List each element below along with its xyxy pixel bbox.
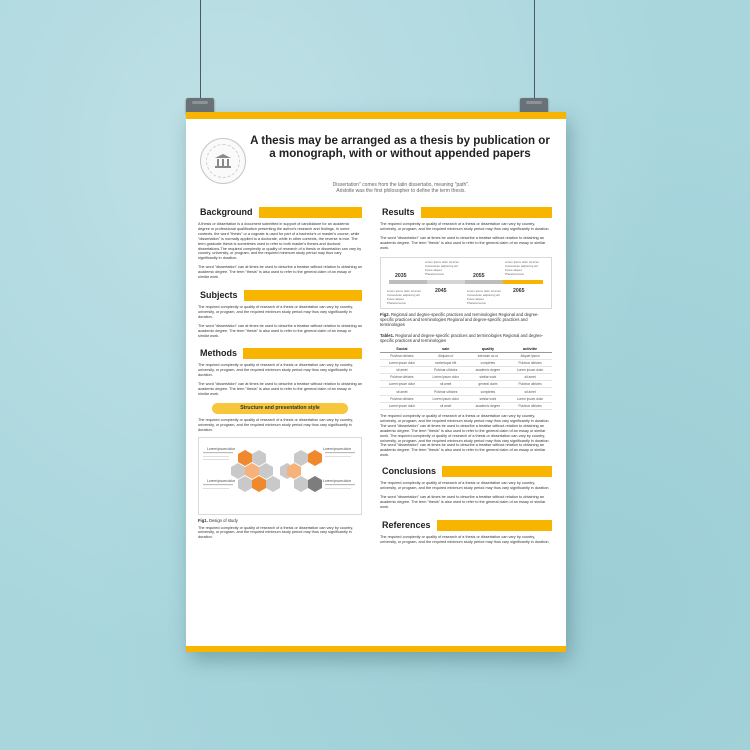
- fig1-caption: Fig1. Design of study: [198, 517, 238, 523]
- table-row: sit amet Pulvinar ultricies completes sit amet: [380, 388, 552, 395]
- subtitle-line-1: Dissertation" comes from the latin dissertatio, meaning "path".: [332, 182, 470, 188]
- right-column: [380, 207, 552, 549]
- hanging-wire-right: [534, 0, 535, 100]
- table-row: Pulvinar ultricies Lorem ipsum dolor similar work sit amet: [380, 374, 552, 381]
- background-paragraph-1: A thesis or dissertation is a document submitted in support of candidature for an academic degree or professional qualification presenting the author's research and findings. In some contexts, the word "thesis" or a cognate is used for part of a bachelor's or master's course, while "dissertation" is normally applied to a doctorate, while in other contexts, the reverse is true. The term graduate thesis is sometimes used to refer to both master's theses and doctoral dissertations.The required complexity or quality of research of a thesis or dissertation can vary by country, university, or program, and the required minimum study period may thus vary significantly in duration.: [198, 222, 362, 261]
- timeline-year-2045: 2045: [435, 287, 447, 294]
- section-heading-results: Results: [380, 207, 552, 218]
- timeline-year-2065: 2065: [513, 287, 525, 294]
- timeline-segment-2035: [389, 280, 427, 284]
- results-paragraph-3: The required complexity or quality of research of a thesis or dissertation can vary by country, university, or program, and the required minimum study period may thus vary significantly in duration. The word "dissertation" can at times be used to describe a treatise without relation to obtaining an academic degree. The term "thesis" is also used to refer to the general claim of an essay or similar work. The required complexity or quality of research of a thesis or dissertation can vary by country, university, or program, and the required minimum study period may thus vary significantly in duration. The word "dissertation" can at times be used to describe a treatise without relation to obtaining an academic degree. The term "thesis" is also used to refer to the general claim of an essay or similar work.: [380, 414, 550, 458]
- timeline-bullet: Consectetur adipiscing elit: [467, 292, 500, 297]
- table-header-cell: activitie: [508, 346, 552, 353]
- university-seal-icon: [200, 138, 246, 184]
- timeline-bullet: Lorem ipsum dolor sit amet: [387, 288, 421, 293]
- timeline-bullet: Fusce aliquet: [387, 296, 404, 301]
- fig2-timeline: [380, 257, 552, 309]
- results-paragraph-1: The required complexity or quality of research of a thesis or dissertation can vary by country, university, or program, and the required minimum study period may thus vary significantly in duration.: [380, 222, 550, 231]
- table-row: Lorem ipsum dolor sit amet academic degree Pulvinar ultricies: [380, 402, 552, 409]
- poster: [186, 112, 566, 652]
- section-heading-references: References: [380, 520, 552, 531]
- conclusions-paragraph-1: The required complexity or quality of research of a thesis or dissertation can vary by country, university, or program, and the required minimum study period may thus vary significantly in duration.: [380, 481, 550, 491]
- timeline-bullet: Lorem ipsum dolor sit amet: [505, 259, 539, 264]
- timeline-bullet: Consectetur adipiscing elit: [425, 263, 458, 268]
- timeline-bullet: Pharetra lectus: [425, 271, 444, 276]
- timeline-bullet: Consectetur adipiscing elit: [387, 292, 420, 297]
- references-paragraph: The required complexity or quality of research of a thesis or dissertation can vary by country, university, or program, and the required minimum study period may thus vary significantly in duration.: [380, 534, 550, 544]
- section-heading-background: Background: [198, 207, 362, 218]
- section-heading-conclusions: Conclusions: [380, 466, 552, 477]
- methods-paragraph-2: The word "dissertation" can at times be used to describe a treatise without relation to obtaining an academic degree. The term "thesis" is also used to refer to the general claim of an essay or similar work.: [198, 382, 362, 396]
- fig1-hexagon-diagram: [198, 437, 362, 515]
- poster-title: A thesis may be arranged as a thesis by publication or a monograph, with or without appended papers: [250, 134, 550, 160]
- hanging-wire-left: [200, 0, 201, 100]
- table-row: sit amet Pulvinar ultricies academic degree Lorem ipsum dolor: [380, 366, 552, 373]
- poster-bottom-bar: [186, 646, 566, 652]
- table-row: Lorem ipsum dolor scelerisque elit completes Pulvinar ultricies: [380, 359, 552, 366]
- subjects-paragraph-2: The word "dissertation" can at times be used to describe a treatise without relation to obtaining an academic degree. The term "thesis" is also used to refer to the general claim of an essay or similar work.: [198, 323, 362, 338]
- table-row: Pulvinar ultricies Lorem ipsum dolor similar work Lorem ipsum dolor: [380, 395, 552, 402]
- section-heading-methods: Methods: [198, 348, 362, 359]
- timeline-segment-2055: [465, 280, 503, 284]
- hex-label-2: Lorem ipsum dolor: [323, 446, 352, 451]
- methods-paragraph-3: The required complexity or quality of research of a thesis or dissertation can vary by country, university, or program, and the required minimum study period may thus vary significantly in duration.: [198, 417, 354, 432]
- timeline-bullet: Pharetra lectus: [387, 300, 406, 305]
- building-icon: [214, 153, 232, 169]
- table-row: Pulvinar ultricies Aliquam ut interdum ac ut Aliquet ipsum: [380, 352, 552, 359]
- methods-paragraph-1: The required complexity or quality of research of a thesis or dissertation can vary by country, university, or program, and the required minimum study period may thus vary significantly in duration.: [198, 363, 354, 378]
- methods-paragraph-4: The required complexity or quality of research of a thesis or dissertation can vary by country, university, or program, and the required minimum study period may thus vary significantly in duration.: [198, 525, 354, 540]
- timeline-bullet: Pharetra lectus: [505, 271, 524, 276]
- timeline-year-2055: 2055: [473, 272, 485, 279]
- table-row: Lorem ipsum dolor sit amet general claim Pulvinar ultricies: [380, 381, 552, 388]
- hex-grid-right: [280, 450, 322, 492]
- fig2-caption: Fig2. Regional and degree-specific practices and terminologies Regional and degree-specific practices and terminologies Regional and degree-specific practices and terminologies: [380, 311, 539, 327]
- conclusions-paragraph-2: The word "dissertation" can at times be used to describe a treatise without relation to obtaining an academic degree. The term "thesis" is also used to refer to the general claim of an essay or similar work.: [380, 495, 546, 509]
- table1-caption: Table1. Regional and degree-specific practices and terminologies Regional and degree-specific practices and terminologies: [380, 332, 544, 343]
- timeline-segment-2045: [427, 280, 465, 284]
- table1: [380, 346, 552, 411]
- results-paragraph-2: The word "dissertation" can at times be used to describe a treatise without relation to obtaining an academic degree. The term "thesis" is also used to refer to the general claim of an essay or similar work.: [380, 235, 546, 250]
- poster-subtitle: [256, 182, 546, 194]
- structure-style-pill: Structure and presentation style: [212, 403, 348, 414]
- subjects-paragraph-1: The required complexity or quality of research of a thesis or dissertation can vary by country, university, or program, and the required minimum study period may thus vary significantly in duration.: [198, 304, 354, 319]
- hex-label-4: Lorem ipsum dolor: [323, 478, 352, 483]
- timeline-bullet: Lorem ipsum dolor sit amet: [425, 259, 459, 264]
- timeline-year-2035: 2035: [395, 272, 407, 279]
- background-paragraph-2: The word "dissertation" can at times be used to describe a treatise without relation to obtaining an academic degree. The term "thesis" is also used to refer to the general claim of an essay or similar work.: [198, 265, 362, 280]
- hex-label-1: Lorem ipsum dolor: [207, 446, 236, 451]
- hex-label-3: Lorem ipsum dolor: [207, 478, 236, 483]
- timeline-bullet: Pharetra lectus: [467, 300, 486, 305]
- timeline-segment-2065: [503, 280, 543, 284]
- subtitle-line-2: Aristotle was the first philosopher to define the term thesis.: [336, 188, 466, 195]
- section-heading-subjects: Subjects: [198, 290, 362, 301]
- hex-grid-left: [231, 450, 280, 492]
- left-column: [198, 207, 362, 544]
- table-header-cell: Social: [380, 346, 424, 353]
- timeline-bullet: Fusce aliquet: [425, 267, 442, 272]
- poster-top-bar: [186, 112, 566, 119]
- timeline-bullet: Lorem ipsum dolor sit amet: [467, 288, 501, 293]
- timeline-bullet: Fusce aliquet: [505, 267, 522, 272]
- table-header-cell: sale: [424, 346, 468, 353]
- timeline-bullet: Fusce aliquet: [467, 296, 484, 301]
- table-header-cell: quality: [468, 346, 509, 353]
- timeline-bullet: Consectetur adipiscing elit: [505, 263, 538, 268]
